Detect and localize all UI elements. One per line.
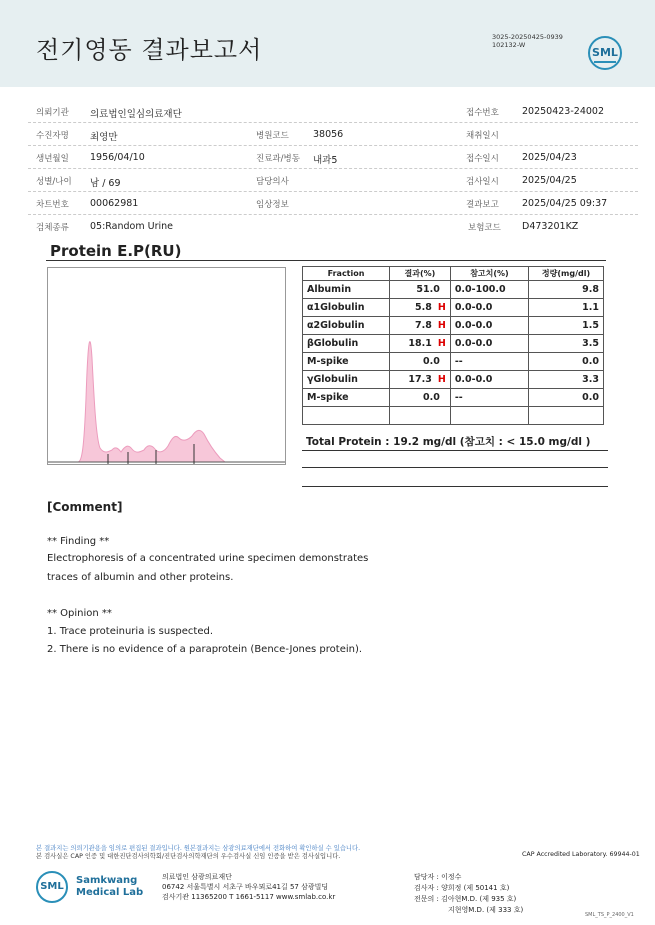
total-protein: Total Protein : 19.2 mg/dl (참고치 : < 15.0 mg/dl ) (306, 436, 591, 448)
col-reference: 참고치(%) (450, 267, 528, 281)
finding-line: Electrophoresis of a concentrated urine specimen demonstrates (47, 553, 369, 564)
department: 내과5 (313, 155, 338, 166)
info-row: 생년월일 1956/04/10 진료과/병동 내과5 접수일시 2025/04/23 (28, 146, 638, 169)
specimen-type: 05:Random Urine (90, 221, 174, 232)
col-quantity: 정량(mg/dl) (529, 267, 604, 281)
divider (302, 467, 608, 468)
receipt-number: 20250423-24002 (522, 106, 605, 117)
divider (302, 486, 608, 487)
sex-age: 남 / 69 (90, 178, 121, 189)
table-row: Albumin 51.0 0.0-100.0 9.8 (303, 281, 604, 299)
divider (302, 450, 608, 451)
table-row: M-spike 0.0 -- 0.0 (303, 389, 604, 407)
table-row: βGlobulin 18.1 H 0.0-0.0 3.5 (303, 335, 604, 353)
footer-note: 본 결과지는 의뢰기관용을 임의로 편집된 결과입니다. 원본결과지는 삼광의료재단에서 전화하여 확인하실 수 있습니다. (36, 845, 361, 852)
opinion-line: 2. There is no evidence of a paraprotein (Bence-Jones protein). (47, 644, 363, 655)
hospital-code: 38056 (313, 129, 344, 140)
comment-heading: [Comment] (47, 500, 123, 514)
finding-heading: ** Finding ** (47, 536, 110, 547)
table-row: M-spike 0.0 -- 0.0 (303, 353, 604, 371)
table-row: α1Globulin 5.8 H 0.0-0.0 1.1 (303, 299, 604, 317)
protein-curve (48, 342, 285, 462)
col-result: 결과(%) (390, 267, 451, 281)
receipt-date: 2025/04/23 (522, 152, 577, 163)
institution: 의료법인일심의료재단 (90, 109, 182, 120)
info-row: 의뢰기관 의료법인일심의료재단 접수번호 20250423-24002 (28, 100, 638, 123)
col-fraction: Fraction (303, 267, 390, 281)
opinion-line: 1. Trace proteinuria is suspected. (47, 626, 214, 637)
high-flag: H (437, 338, 446, 349)
report-header (0, 0, 655, 87)
divider (46, 260, 606, 261)
densitometry-curve (48, 268, 285, 464)
info-row: 성별/나이 남 / 69 담당의사 검사일시 2025/04/25 (28, 169, 638, 192)
finding-line: traces of albumin and other proteins. (47, 572, 234, 583)
electrophoresis-graph (47, 267, 286, 465)
cap-accreditation: CAP Accredited Laboratory. 69944-01 (522, 851, 640, 858)
report-date: 2025/04/25 09:37 (522, 198, 608, 209)
section-title: Protein E.P(RU) (50, 242, 182, 260)
sml-logo: SML (588, 36, 622, 70)
insurance-code: D473201KZ (522, 221, 579, 232)
chart-number: 00062981 (90, 198, 139, 209)
info-row: 수진자명 최영만 병원코드 38056 채취일시 (28, 123, 638, 146)
info-row: 검체종류 05:Random Urine 보험코드 D473201KZ (36, 221, 579, 233)
company-name: Samkwang Medical Lab (76, 875, 144, 898)
table-row-empty (303, 407, 604, 425)
company-address: 의료법인 삼광의료재단 06742 서울특별시 서초구 바우뫼로41길 57 삼광빌딩 검사기관 11365200 T 1661-5117 www.smlab.co.kr (162, 873, 336, 901)
results-table (302, 266, 604, 425)
page-title: 전기영동 결과보고서 (36, 36, 263, 64)
high-flag: H (437, 374, 446, 385)
birth-date: 1956/04/10 (90, 152, 145, 163)
signatories: 담당자 : 이정수 검사자 : 양희정 (제 50141 호) 전문의 : 김아현M.D. (제 935 호) 지현영M.D. (제 333 호) (414, 873, 524, 914)
footer-note: 본 검사실은 CAP 인증 및 대한진단검사의학회/진단검사의학재단의 우수검사실 신임 인증을 받은 검사실입니다. (36, 853, 341, 860)
table-row: γGlobulin 17.3 H 0.0-0.0 3.3 (303, 371, 604, 389)
patient-name: 최영만 (90, 132, 118, 143)
info-row: 차트번호 00062981 임상정보 결과보고 2025/04/25 09:37 (28, 192, 638, 215)
form-code: SML_TS_P_2400_V1 (585, 912, 634, 918)
high-flag: H (437, 320, 446, 331)
document-number: 3025-20250425-0939 102132-W (492, 33, 563, 49)
high-flag: H (437, 302, 446, 313)
footer-logo: SML (36, 871, 68, 903)
test-date: 2025/04/25 (522, 175, 577, 186)
table-row: α2Globulin 7.8 H 0.0-0.0 1.5 (303, 317, 604, 335)
opinion-heading: ** Opinion ** (47, 608, 112, 619)
